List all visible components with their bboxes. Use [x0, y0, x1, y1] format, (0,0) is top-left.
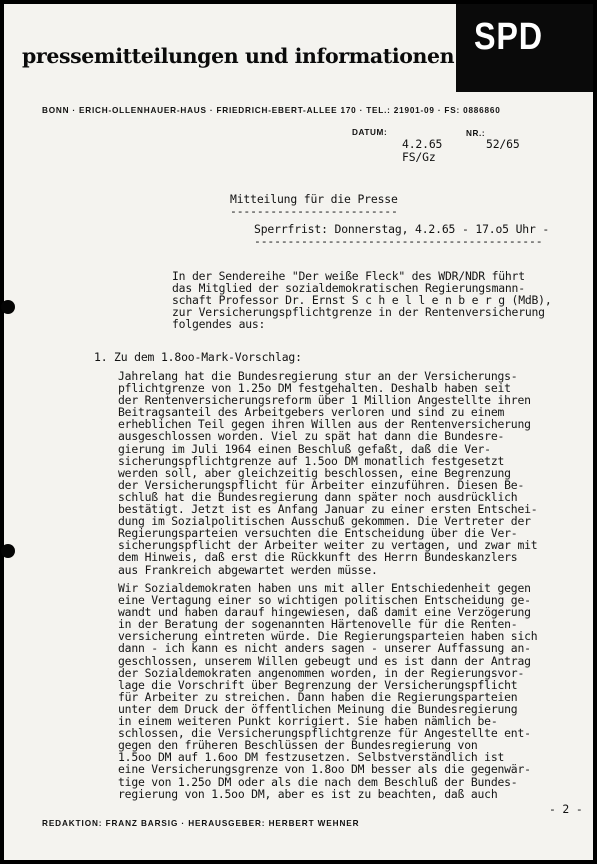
document-heading: Mitteilung für die Presse: [230, 192, 398, 206]
text-line: Wir Sozialdemokraten haben uns mit aller Entschiedenheit gegen: [118, 581, 531, 595]
text-line: der Sozialdemokraten angenommen worden, in der Regierungsvor-: [118, 665, 525, 680]
letterhead-address: BONN · ERICH-OLLENHAUER-HAUS · FRIEDRICH-EBERT-ALLEE 170 · TEL.: 21901-09 · FS: 0886860: [42, 106, 501, 115]
nr-value: 52/65: [486, 137, 520, 151]
spd-logo: [456, 4, 593, 92]
text-line: werden soll, aber gleichzeitig beschlossen, eine Begrenzung: [118, 465, 511, 480]
text-line: regierung von 1.5oo DM, aber es ist zu beachten, daß auch: [118, 786, 498, 801]
text-line: folgendes aus:: [172, 317, 266, 332]
body-paragraph-1: [118, 370, 537, 576]
text-line: in einem weiteren Punkt korrigiert. Sie haben nämlich be-: [118, 714, 498, 729]
text-line: für Arbeiter zu streichen. Dann haben die Regierungsparteien: [118, 689, 518, 704]
text-line: schaft Professor Dr. Ernst S c h e l l e n b e r g (MdB),: [172, 293, 552, 308]
text-line: dann - ich kann es nicht anders sagen - unserer Auffassung an-: [118, 641, 531, 656]
text-line: dem Hinweis, daß erst die Rückkunft des Herrn Bundeskanzlers: [118, 550, 518, 565]
next-page-marker: - 2 -: [549, 802, 583, 816]
text-line: dung im Sozialpolitischen Ausschuß gekommen. Die Vertreter der: [118, 514, 531, 529]
text-line: der Rentenversicherungsreform über 1 Million Angestellte ihren: [118, 393, 531, 408]
datum-label: DATUM:: [352, 128, 388, 137]
text-line: unter dem Druck der öffentlichen Meinung die Bundesregierung: [118, 701, 518, 716]
text-line: gierung im Juli 1964 einen Beschluß gefaßt, daß die Ver-: [118, 441, 491, 456]
text-line: sicherungspflichtgrenze auf 1.5oo DM monatlich festgesetzt: [118, 453, 505, 468]
text-line: gegen den früheren Beschlüssen der Bundesregierung von: [118, 738, 478, 753]
body-paragraph-2: [118, 582, 537, 800]
text-line: versicherung eintreten würde. Die Regierungsparteien haben sich: [118, 629, 538, 644]
footer-editorial: REDAKTION: FRANZ BARSIG · HERAUSGEBER: HERBERT WEHNER: [42, 819, 360, 828]
text-line: Jahrelang hat die Bundesregierung stur an der Versicherungs-: [118, 369, 518, 383]
text-line: lage die Vorschrift über Begrenzung der Versicherungspflicht: [118, 677, 518, 692]
text-line: bestätigt. Jetzt ist es Anfang Januar zu einer ersten Entschei-: [118, 502, 538, 517]
text-line: aus Frankreich abgewartet werden müsse.: [118, 562, 378, 577]
text-line: der Versicherungspflicht für Arbeiter einzuführen. Diesen Be-: [118, 477, 525, 492]
text-line: schluß hat die Bundesregierung dann später noch ausdrücklich: [118, 489, 518, 504]
text-line: eine Versicherungsgrenze von 1.8oo DM besser als die gegenwär-: [118, 762, 531, 777]
text-line: ausgeschlossen worden. Viel zu spät hat dann die Bundesre-: [118, 429, 505, 444]
text-line: das Mitglied der sozialdemokratischen Regierungsmann-: [172, 281, 525, 296]
text-line: 1.5oo DM auf 1.6oo DM festzusetzen. Selbstverständlich ist: [118, 750, 505, 765]
section-number: 1.: [94, 350, 108, 364]
spd-logo-text: SPD: [474, 16, 543, 58]
text-line: eine Vertagung einer so wichtigen politischen Entscheidung ge-: [118, 593, 531, 608]
text-line: sicherungspflicht der Arbeiter weiter zu vertagen, und zwar mit: [118, 538, 538, 553]
text-line: schlossen, die Versicherungspflichtgrenze für Angestellte ent-: [118, 726, 531, 741]
text-line: tige von 1.25o DM oder als die nach dem Beschluß der Bundes-: [118, 774, 518, 789]
letterhead-title: pressemitteilungen und informationen: [22, 44, 455, 68]
reference-initials: FS/Gz: [402, 150, 436, 164]
text-line: zur Versicherungspflichtgrenze in der Rentenversicherung: [172, 305, 545, 320]
nr-label: NR.:: [466, 129, 486, 138]
punch-hole-bottom: [1, 544, 15, 558]
text-line: wandt und haben darauf hingewiesen, daß damit eine Verzögerung: [118, 605, 531, 620]
embargo-line: Sperrfrist: Donnerstag, 4.2.65 - 17.o5 Uhr -: [254, 222, 550, 236]
intro-paragraph: [172, 270, 552, 330]
punch-hole-top: [1, 300, 15, 314]
datum-value: 4.2.65: [402, 137, 443, 151]
text-line: erheblichen Teil gegen ihren Willen aus der Rentenversicherung: [118, 417, 531, 432]
heading-underline: -------------------------: [230, 204, 398, 218]
text-line: pflichtgrenze von 1.25o DM festgehalten. Deshalb haben seit: [118, 381, 511, 396]
text-line: In der Sendereihe "Der weiße Fleck" des WDR/NDR führt: [172, 269, 525, 283]
embargo-underline: -------------------------------------------: [254, 234, 543, 248]
section-title: Zu dem 1.8oo-Mark-Vorschlag:: [114, 350, 302, 364]
text-line: geschlossen, unserem Willen gebeugt und es ist dann der Antrag: [118, 653, 531, 668]
text-line: Regierungsparteien versuchten die Entscheidung über die Ver-: [118, 526, 518, 541]
text-line: Beitragsanteil des Arbeitgebers verloren und sind zu einem: [118, 405, 505, 420]
text-line: in der Beratung der sogenannten Härtenovelle für die Renten-: [118, 617, 518, 632]
paper-sheet: [4, 4, 593, 860]
